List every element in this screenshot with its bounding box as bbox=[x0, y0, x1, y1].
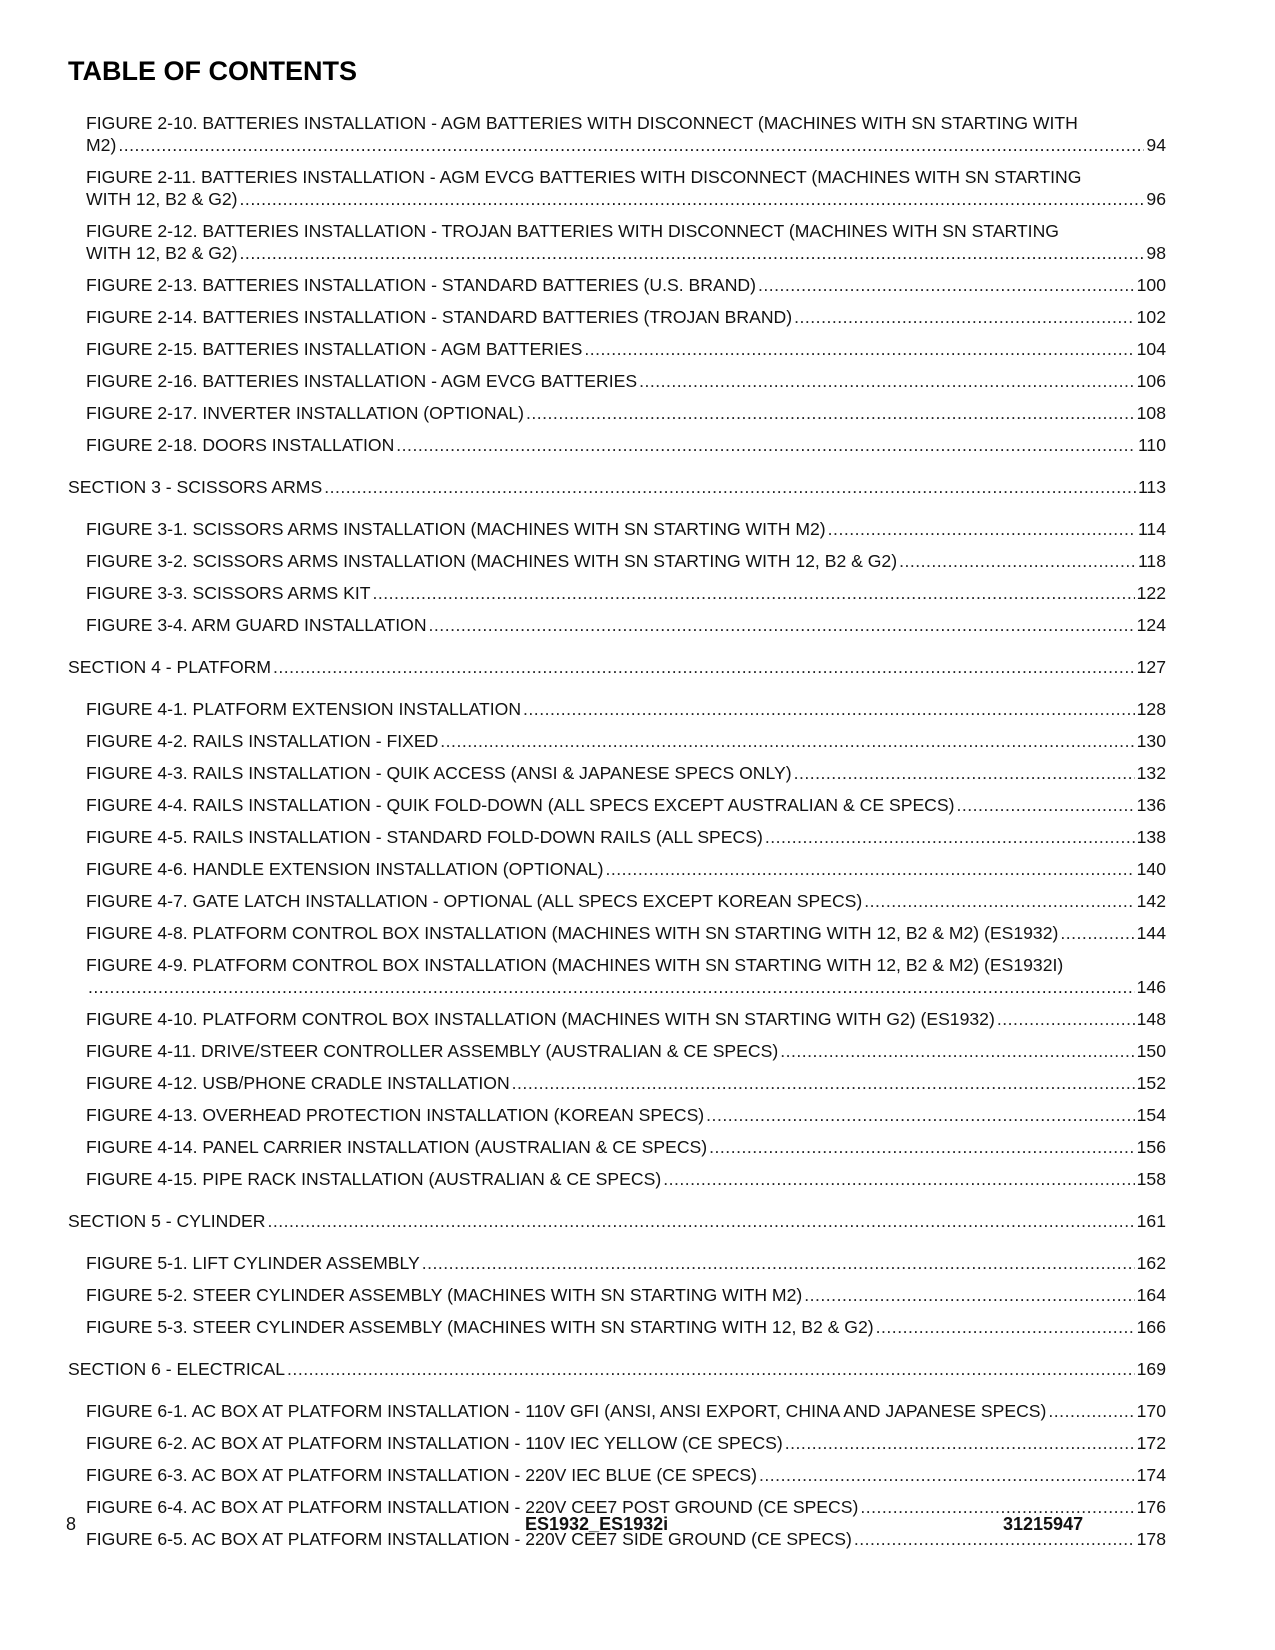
toc-entry-title: FIGURE 4-11. DRIVE/STEER CONTROLLER ASSEMBLY (AUSTRALIAN & CE SPECS) bbox=[86, 1041, 779, 1061]
toc-entry-page: 132 bbox=[1136, 763, 1166, 783]
toc-entry-page: 138 bbox=[1136, 827, 1166, 847]
toc-entry[interactable] bbox=[86, 1252, 1166, 1284]
toc-entry[interactable] bbox=[86, 402, 1166, 434]
toc-entry-title: FIGURE 2-13. BATTERIES INSTALLATION - STANDARD BATTERIES (U.S. BRAND) bbox=[86, 275, 756, 295]
toc-entry-page: 110 bbox=[1137, 435, 1166, 455]
toc-entry-title: FIGURE 4-1. PLATFORM EXTENSION INSTALLATION bbox=[86, 699, 522, 719]
dot-leader bbox=[440, 730, 1134, 752]
dot-leader bbox=[512, 1072, 1135, 1094]
dot-leader bbox=[860, 1496, 1134, 1518]
toc-entry-page: 154 bbox=[1136, 1105, 1166, 1125]
toc-entry-title: FIGURE 5-3. STEER CYLINDER ASSEMBLY (MACHINES WITH SN STARTING WITH 12, B2 & G2) bbox=[86, 1317, 874, 1337]
toc-entry-title: FIGURE 6-3. AC BOX AT PLATFORM INSTALLATION - 220V IEC BLUE (CE SPECS) bbox=[86, 1465, 758, 1485]
dot-leader bbox=[759, 1464, 1135, 1486]
dot-leader bbox=[663, 1168, 1134, 1190]
toc-entry-title: FIGURE 6-1. AC BOX AT PLATFORM INSTALLATION - 110V GFI (ANSI, ANSI EXPORT, CHINA AND JAPANESE SPECS) bbox=[86, 1401, 1047, 1421]
dot-leader bbox=[828, 518, 1136, 540]
toc-entry-title: FIGURE 4-15. PIPE RACK INSTALLATION (AUSTRALIAN & CE SPECS) bbox=[86, 1169, 662, 1189]
toc-entry-title: FIGURE 4-10. PLATFORM CONTROL BOX INSTALLATION (MACHINES WITH SN STARTING WITH G2) (ES1932) bbox=[86, 1009, 995, 1029]
toc-entry-page: 162 bbox=[1136, 1253, 1166, 1273]
dot-leader bbox=[287, 1358, 1135, 1380]
toc-entry-page: 106 bbox=[1136, 371, 1166, 391]
toc-entry-page: 102 bbox=[1136, 307, 1166, 327]
toc-entry[interactable] bbox=[86, 306, 1166, 338]
dot-leader bbox=[118, 134, 1144, 156]
toc-entry-title: FIGURE 2-17. INVERTER INSTALLATION (OPTIONAL) bbox=[86, 403, 524, 423]
toc-entry-title: FIGURE 3-4. ARM GUARD INSTALLATION bbox=[86, 615, 427, 635]
dot-leader bbox=[780, 1040, 1134, 1062]
toc-entry-page: 108 bbox=[1136, 403, 1166, 423]
page-title: TABLE OF CONTENTS bbox=[68, 56, 357, 86]
toc-section-title: SECTION 3 - SCISSORS ARMS bbox=[68, 477, 323, 497]
dot-leader bbox=[899, 550, 1136, 572]
toc-entry-title: FIGURE 4-13. OVERHEAD PROTECTION INSTALLATION (KOREAN SPECS) bbox=[86, 1105, 705, 1125]
toc-entry[interactable] bbox=[86, 1168, 1166, 1200]
toc-entry[interactable] bbox=[86, 1464, 1166, 1496]
toc-entry[interactable] bbox=[86, 370, 1166, 402]
toc-entry[interactable] bbox=[86, 1316, 1166, 1348]
toc-entry-page: 170 bbox=[1136, 1401, 1166, 1421]
toc-entry-title: FIGURE 5-2. STEER CYLINDER ASSEMBLY (MACHINES WITH SN STARTING WITH M2) bbox=[86, 1285, 803, 1305]
toc-entry-page: 140 bbox=[1136, 859, 1166, 879]
toc-entry[interactable] bbox=[86, 730, 1166, 762]
dot-leader bbox=[240, 188, 1145, 210]
toc-entry-page: 122 bbox=[1136, 583, 1166, 603]
toc-entry[interactable] bbox=[86, 1072, 1166, 1104]
toc-entry[interactable] bbox=[86, 826, 1166, 858]
toc-section[interactable] bbox=[68, 1210, 1166, 1242]
toc-entry-title: FIGURE 6-2. AC BOX AT PLATFORM INSTALLATION - 110V IEC YELLOW (CE SPECS) bbox=[86, 1433, 783, 1453]
toc-entry-title: FIGURE 4-12. USB/PHONE CRADLE INSTALLATION bbox=[86, 1073, 510, 1093]
toc-entry-page: 144 bbox=[1136, 923, 1166, 943]
toc-entry[interactable] bbox=[86, 112, 1166, 166]
dot-leader bbox=[854, 1528, 1135, 1550]
dot-leader bbox=[373, 582, 1135, 604]
dot-leader bbox=[526, 402, 1135, 424]
toc-entry-page: 127 bbox=[1136, 657, 1166, 677]
toc-entry-page: 128 bbox=[1136, 699, 1166, 719]
toc-entry[interactable] bbox=[86, 794, 1166, 826]
toc-entry-page: 166 bbox=[1136, 1317, 1166, 1337]
toc-entry[interactable] bbox=[86, 1040, 1166, 1072]
toc-section[interactable] bbox=[68, 476, 1166, 508]
toc-section[interactable] bbox=[68, 1358, 1166, 1390]
toc-entry-title-cont: M2) bbox=[86, 135, 117, 155]
dot-leader bbox=[1048, 1400, 1134, 1422]
toc-entry-page: 169 bbox=[1136, 1359, 1166, 1379]
toc-entry[interactable] bbox=[86, 762, 1166, 794]
dot-leader bbox=[584, 338, 1134, 360]
toc-section-title: SECTION 6 - ELECTRICAL bbox=[68, 1359, 286, 1379]
toc-entry-page: 96 bbox=[1146, 189, 1166, 209]
toc-entry-title: FIGURE 5-1. LIFT CYLINDER ASSEMBLY bbox=[86, 1253, 420, 1273]
toc-entry[interactable] bbox=[86, 434, 1166, 466]
toc-entry[interactable] bbox=[86, 954, 1166, 1008]
toc-entry-page: 172 bbox=[1136, 1433, 1166, 1453]
toc-entry-page: 148 bbox=[1136, 1009, 1166, 1029]
toc-entry[interactable] bbox=[86, 1400, 1166, 1432]
footer-page-number: 8 bbox=[66, 1514, 77, 1534]
toc-entry-page: 136 bbox=[1136, 795, 1166, 815]
toc-entry-page: 142 bbox=[1136, 891, 1166, 911]
toc-entry-page: 158 bbox=[1136, 1169, 1166, 1189]
toc-entry-page: 94 bbox=[1146, 135, 1166, 155]
toc-entry-title: FIGURE 6-5. AC BOX AT PLATFORM INSTALLATION - 220V CEE7 SIDE GROUND (CE SPECS) bbox=[86, 1529, 852, 1549]
toc-entry-title: FIGURE 2-15. BATTERIES INSTALLATION - AGM BATTERIES bbox=[86, 339, 583, 359]
toc-entry-title: FIGURE 2-11. BATTERIES INSTALLATION - AGM EVCG BATTERIES WITH DISCONNECT (MACHINES WITH SN STARTING bbox=[86, 167, 1082, 187]
toc-entry-title: FIGURE 4-14. PANEL CARRIER INSTALLATION (AUSTRALIAN & CE SPECS) bbox=[86, 1137, 708, 1157]
dot-leader bbox=[240, 242, 1145, 264]
dot-leader bbox=[429, 614, 1135, 636]
toc-entry-page: 176 bbox=[1136, 1497, 1166, 1517]
toc-entry-title: FIGURE 6-4. AC BOX AT PLATFORM INSTALLATION - 220V CEE7 POST GROUND (CE SPECS) bbox=[86, 1497, 859, 1517]
toc-entry[interactable] bbox=[86, 274, 1166, 306]
toc-entry-page: 146 bbox=[1136, 977, 1166, 997]
dot-leader bbox=[876, 1316, 1135, 1338]
dot-leader bbox=[765, 826, 1135, 848]
dot-leader bbox=[785, 1432, 1135, 1454]
toc-entry-page: 104 bbox=[1136, 339, 1166, 359]
dot-leader bbox=[864, 890, 1134, 912]
dot-leader bbox=[267, 1210, 1134, 1232]
toc-list bbox=[68, 112, 1166, 1560]
dot-leader bbox=[794, 306, 1135, 328]
toc-entry-page: 164 bbox=[1136, 1285, 1166, 1305]
toc-entry-page: 130 bbox=[1136, 731, 1166, 751]
toc-entry-page: 150 bbox=[1136, 1041, 1166, 1061]
toc-entry-title: FIGURE 4-6. HANDLE EXTENSION INSTALLATION (OPTIONAL) bbox=[86, 859, 604, 879]
toc-entry-page: 118 bbox=[1137, 551, 1166, 571]
toc-entry-title: FIGURE 4-5. RAILS INSTALLATION - STANDARD FOLD-DOWN RAILS (ALL SPECS) bbox=[86, 827, 763, 847]
toc-entry[interactable] bbox=[86, 338, 1166, 370]
dot-leader bbox=[794, 762, 1135, 784]
toc-entry[interactable] bbox=[86, 1284, 1166, 1316]
toc-entry-page: 161 bbox=[1136, 1211, 1166, 1231]
toc-entry-title: FIGURE 2-12. BATTERIES INSTALLATION - TROJAN BATTERIES WITH DISCONNECT (MACHINES WITH SN STARTING bbox=[86, 221, 1059, 241]
toc-entry-title: FIGURE 4-4. RAILS INSTALLATION - QUIK FOLD-DOWN (ALL SPECS EXCEPT AUSTRALIAN & CE SPECS) bbox=[86, 795, 955, 815]
toc-entry-title: FIGURE 2-18. DOORS INSTALLATION bbox=[86, 435, 395, 455]
toc-entry-title: FIGURE 2-10. BATTERIES INSTALLATION - AGM BATTERIES WITH DISCONNECT (MACHINES WITH SN STARTING WITH bbox=[86, 113, 1078, 133]
toc-entry-page: 113 bbox=[1137, 477, 1166, 497]
toc-entry-page: 100 bbox=[1136, 275, 1166, 295]
toc-entry-page: 124 bbox=[1136, 615, 1166, 635]
toc-entry-page: 178 bbox=[1136, 1529, 1166, 1549]
toc-entry-title: FIGURE 2-14. BATTERIES INSTALLATION - STANDARD BATTERIES (TROJAN BRAND) bbox=[86, 307, 793, 327]
toc-entry[interactable] bbox=[86, 166, 1166, 220]
toc-entry[interactable] bbox=[86, 858, 1166, 890]
dot-leader bbox=[639, 370, 1135, 392]
toc-entry-title: FIGURE 3-3. SCISSORS ARMS KIT bbox=[86, 583, 371, 603]
dot-leader bbox=[324, 476, 1136, 498]
footer-model: ES1932_ES1932i bbox=[525, 1514, 669, 1534]
dot-leader bbox=[804, 1284, 1134, 1306]
dot-leader bbox=[396, 434, 1136, 456]
toc-entry-title: FIGURE 3-1. SCISSORS ARMS INSTALLATION (MACHINES WITH SN STARTING WITH M2) bbox=[86, 519, 826, 539]
dot-leader bbox=[709, 1136, 1135, 1158]
toc-section-title: SECTION 5 - CYLINDER bbox=[68, 1211, 266, 1231]
toc-entry-page: 174 bbox=[1136, 1465, 1166, 1485]
toc-entry[interactable] bbox=[86, 1008, 1166, 1040]
toc-section[interactable] bbox=[68, 656, 1166, 688]
dot-leader bbox=[956, 794, 1134, 816]
footer-doc-number: 31215947 bbox=[1003, 1514, 1084, 1534]
toc-entry-title: FIGURE 3-2. SCISSORS ARMS INSTALLATION (MACHINES WITH SN STARTING WITH 12, B2 & G2) bbox=[86, 551, 898, 571]
dot-leader bbox=[758, 274, 1135, 296]
toc-entry[interactable] bbox=[86, 550, 1166, 582]
toc-section-title: SECTION 4 - PLATFORM bbox=[68, 657, 271, 677]
dot-leader bbox=[1060, 922, 1134, 944]
toc-entry-title: FIGURE 4-7. GATE LATCH INSTALLATION - OPTIONAL (ALL SPECS EXCEPT KOREAN SPECS) bbox=[86, 891, 863, 911]
toc-entry-title: FIGURE 4-9. PLATFORM CONTROL BOX INSTALLATION (MACHINES WITH SN STARTING WITH 12, B2 & M2) (ES1932I) bbox=[86, 955, 1064, 975]
toc-entry-title: FIGURE 4-3. RAILS INSTALLATION - QUIK ACCESS (ANSI & JAPANESE SPECS ONLY) bbox=[86, 763, 792, 783]
toc-entry-title: FIGURE 4-8. PLATFORM CONTROL BOX INSTALLATION (MACHINES WITH SN STARTING WITH 12, B2 & M2) (ES1932) bbox=[86, 923, 1059, 943]
toc-entry-page: 156 bbox=[1136, 1137, 1166, 1157]
dot-leader bbox=[706, 1104, 1134, 1126]
dot-leader bbox=[523, 698, 1135, 720]
toc-entry-page: 98 bbox=[1146, 243, 1166, 263]
toc-entry[interactable] bbox=[86, 1104, 1166, 1136]
toc-entry[interactable] bbox=[86, 1136, 1166, 1168]
toc-entry-title-cont: WITH 12, B2 & G2) bbox=[86, 189, 238, 209]
dot-leader bbox=[88, 976, 1135, 998]
toc-entry[interactable] bbox=[86, 1432, 1166, 1464]
toc-entry[interactable] bbox=[86, 220, 1166, 274]
toc-entry-page: 152 bbox=[1136, 1073, 1166, 1093]
toc-entry-title: FIGURE 4-2. RAILS INSTALLATION - FIXED bbox=[86, 731, 439, 751]
toc-entry-page: 114 bbox=[1137, 519, 1166, 539]
toc-entry[interactable] bbox=[86, 922, 1166, 954]
toc-entry[interactable] bbox=[86, 518, 1166, 550]
dot-leader bbox=[997, 1008, 1135, 1030]
toc-entry-title-cont: WITH 12, B2 & G2) bbox=[86, 243, 238, 263]
dot-leader bbox=[422, 1252, 1135, 1274]
toc-entry[interactable] bbox=[86, 890, 1166, 922]
toc-entry[interactable] bbox=[86, 698, 1166, 730]
dot-leader bbox=[273, 656, 1135, 678]
toc-entry-title: FIGURE 2-16. BATTERIES INSTALLATION - AGM EVCG BATTERIES bbox=[86, 371, 638, 391]
dot-leader bbox=[605, 858, 1134, 880]
toc-entry[interactable] bbox=[86, 614, 1166, 646]
toc-entry[interactable] bbox=[86, 582, 1166, 614]
